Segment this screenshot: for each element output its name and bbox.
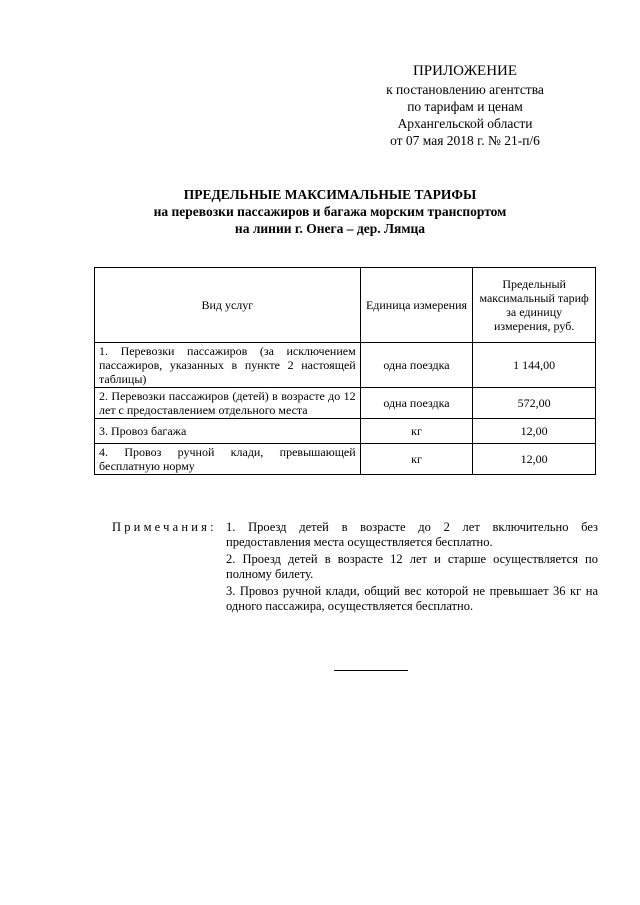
- table-row: [95, 419, 596, 444]
- document-heading: [100, 186, 560, 237]
- heading-title: ПРЕДЕЛЬНЫЕ МАКСИМАЛЬНЫЕ ТАРИФЫ: [183, 187, 477, 202]
- note-item: 3. Провоз ручной клади, общий вес которой не превышает 36 кг на одного пассажира, осуществляется бесплатно.: [226, 584, 598, 613]
- cell-service: 1. Перевозки пассажиров (за исключением пассажиров, указанных в пункте 2 настоящей таблицы): [95, 343, 361, 388]
- cell-price: 12,00: [473, 444, 596, 475]
- tariff-table: [94, 267, 596, 475]
- header-unit: Единица измерения: [360, 268, 473, 343]
- cell-service: 3. Провоз багажа: [95, 419, 361, 444]
- notes-label: Примечания:: [112, 520, 217, 534]
- header-service: Вид услуг: [95, 268, 361, 343]
- note-item: 1. Проезд детей в возрасте до 2 лет включительно без предоставления места осуществляется бесплатно.: [226, 520, 598, 549]
- cell-price: 1 144,00: [473, 343, 596, 388]
- table-row: [95, 444, 596, 475]
- table-row: [95, 388, 596, 419]
- annex-line: по тарифам и ценам: [407, 99, 523, 114]
- cell-service: 2. Перевозки пассажиров (детей) в возрасте до 12 лет с предоставлением отдельного места: [95, 388, 361, 419]
- table-header-row: [95, 268, 596, 343]
- cell-unit: кг: [360, 444, 473, 475]
- cell-price: 12,00: [473, 419, 596, 444]
- annex-title: ПРИЛОЖЕНИЕ: [412, 63, 518, 79]
- cell-unit: одна поездка: [360, 388, 473, 419]
- annex-line: к постановлению агентства: [386, 82, 544, 97]
- notes-list: [226, 520, 598, 616]
- cell-unit: одна поездка: [360, 343, 473, 388]
- cell-service: 4. Провоз ручной клади, превышающей бесплатную норму: [95, 444, 361, 475]
- table-row: [95, 343, 596, 388]
- annex-line: от 07 мая 2018 г. № 21-п/6: [390, 133, 540, 148]
- end-divider: [334, 670, 408, 671]
- heading-subtitle: на перевозки пассажиров и багажа морским транспортом: [153, 204, 507, 219]
- annex-line: Архангельской области: [397, 116, 533, 131]
- note-item: 2. Проезд детей в возрасте 12 лет и старше осуществляется по полному билету.: [226, 552, 598, 581]
- header-price: Предельный максимальный тариф за единицу измерения, руб.: [473, 268, 596, 343]
- heading-subtitle: на линии г. Онега – дер. Лямца: [234, 221, 426, 236]
- annex-block: [360, 62, 570, 149]
- cell-unit: кг: [360, 419, 473, 444]
- cell-price: 572,00: [473, 388, 596, 419]
